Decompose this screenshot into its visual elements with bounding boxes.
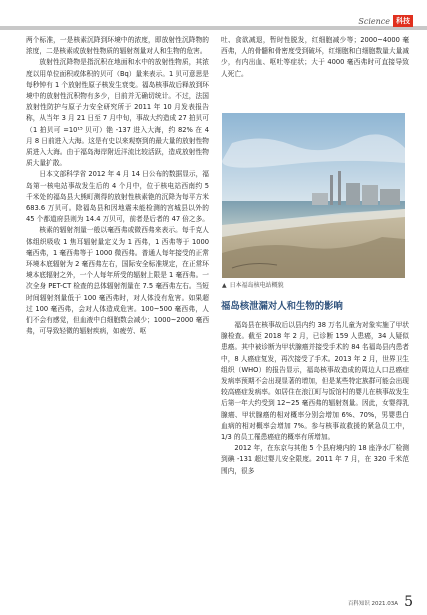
page-number: 5: [404, 594, 413, 610]
left-column: [26, 35, 209, 337]
caption-text: 日本福岛核电站概貌: [229, 282, 284, 289]
paragraph: 放射性沉降物是指沉积在地面和水中的放射性物质，其浓度以用单位面积或体积的贝可（Bq）量来表示。1 贝可意思是每秒钟有 1 个放射性原子核发生衰变。福岛核事故后释放到环境中的放射性沉积物有多少，目前并无确切统计。不过，法国放射性防护与原子力安全研究所于 2011 年 10 月发表报告称，从当年 3 月 21 日至 7 月中旬，事故大约造成 27 拍贝可（1 拍贝可 =10¹⁵ 贝可）铯 -137 进入大海，约 82% 在 4 月 8 日前进入大海。这是有史以来观察到的最大量的放射性物质进入大海。由于福岛海岸附近洋流比较活跃，造成放射性物质大量扩散。: [26, 58, 209, 168]
section-title: 福岛核泄漏对人和生物的影响: [221, 301, 343, 312]
right-column-bottom: [221, 320, 409, 477]
page-footer: [348, 595, 413, 609]
paragraph: 福岛县在核事故后以县内约 38 万名儿童为对象实施了甲状腺检查。截至 2018 年 2 月，已诊断 159 人患癌，34 人疑似患癌。其中被诊断为甲状腺癌并接受手术的 84 名福岛县内患者中，8 人癌症复发，再次接受了手术。2013 年 2 月，世界卫生组织（WHO）的报告显示，福岛核事故造成的周边人口总癌症发病率预期不会出现显著的增加，但是某些特定族群可能会出现较高癌症发病率。如居住在浪江町与饭馆村的婴儿在核事故发生后第一年大约受到 12~25 毫西弗的辐射剂量。因此，女婴得乳腺癌、甲状腺癌的相对概率分别会增加 6%、70%，男婴患白血病的相对概率会增加 7%。参与核事故救援的紧急员工中，1/3 的员工罹患癌症的概率有所增加。: [221, 321, 409, 442]
photo-caption: [222, 282, 405, 290]
paragraph: 核素的辐射剂量一般以毫西弗或微西弗来表示。每千克人体组织吸收 1 焦耳辐射量定义为 1 西弗，1 西弗等于 1000 毫西弗，1 毫西弗等于 1000 微西弗。普通人每年接受的正常环境本底辐射为 2 毫西弗左右，国际安全标准规定，在正常环境本底辐射之外，一个人每年所受的辐射上限是 1 毫西弗。一次全身 PET-CT 检查的总体辐射剂量在 7.5 毫西弗左右。当短时间辐射剂量低于 100 毫西弗时，对人体没有危害。如果超过 100 毫西弗，会对人体造成危害。100~500 毫西弗，人们不会有感觉，但血液中白细胞数会减少；1000~2000 毫西弗，可导致轻微的辐射疾病，如疲劳、呕: [26, 226, 209, 336]
paragraph: 2012 年，在东京与其他 5 个县府境内的 18 座净水厂检测到碘 -131 超过婴儿安全限度。2011 年 7 月，在 320 千米范围内，很多: [221, 444, 409, 475]
paragraph: 两个标准，一是核素沉降到环境中的浓度，即放射性沉降物的浓度，二是核素或放射性物质的辐射剂量对人和生物的危害。: [26, 36, 209, 56]
section-name-en: Science: [358, 16, 390, 26]
nuclear-plant-photo: [222, 113, 405, 278]
section-badge: 科技: [393, 15, 413, 27]
right-column-top: [221, 35, 409, 80]
paragraph: 吐、食欲减退，暂时性脱发，红细胞减少等；2000~4000 毫西弗，人的骨髓和骨密度受到破坏，红细胞和白细胞数量大量减少，有内出血、呕吐等症状；大于 4000 毫西弗时可直接导致人死亡。: [221, 36, 409, 78]
triangle-icon: ▲: [222, 282, 227, 289]
journal-name: 百科知识 2021.03A: [347, 601, 399, 607]
section-header: [358, 14, 413, 28]
paragraph: 日本文部科学省 2012 年 4 月 14 日公布的数据显示，福岛第一核电站事故发生后的 4 个月中，位于核电站西南约 5 千米处的福岛县大熊町测得的放射性核素铯的沉降为每平方米 683.6 万贝可。除福岛县和因地震未能检测的宫城县以外的 45 个都道府县则为 14.4 万贝可，前者是后者的 47 倍之多。: [26, 170, 209, 224]
